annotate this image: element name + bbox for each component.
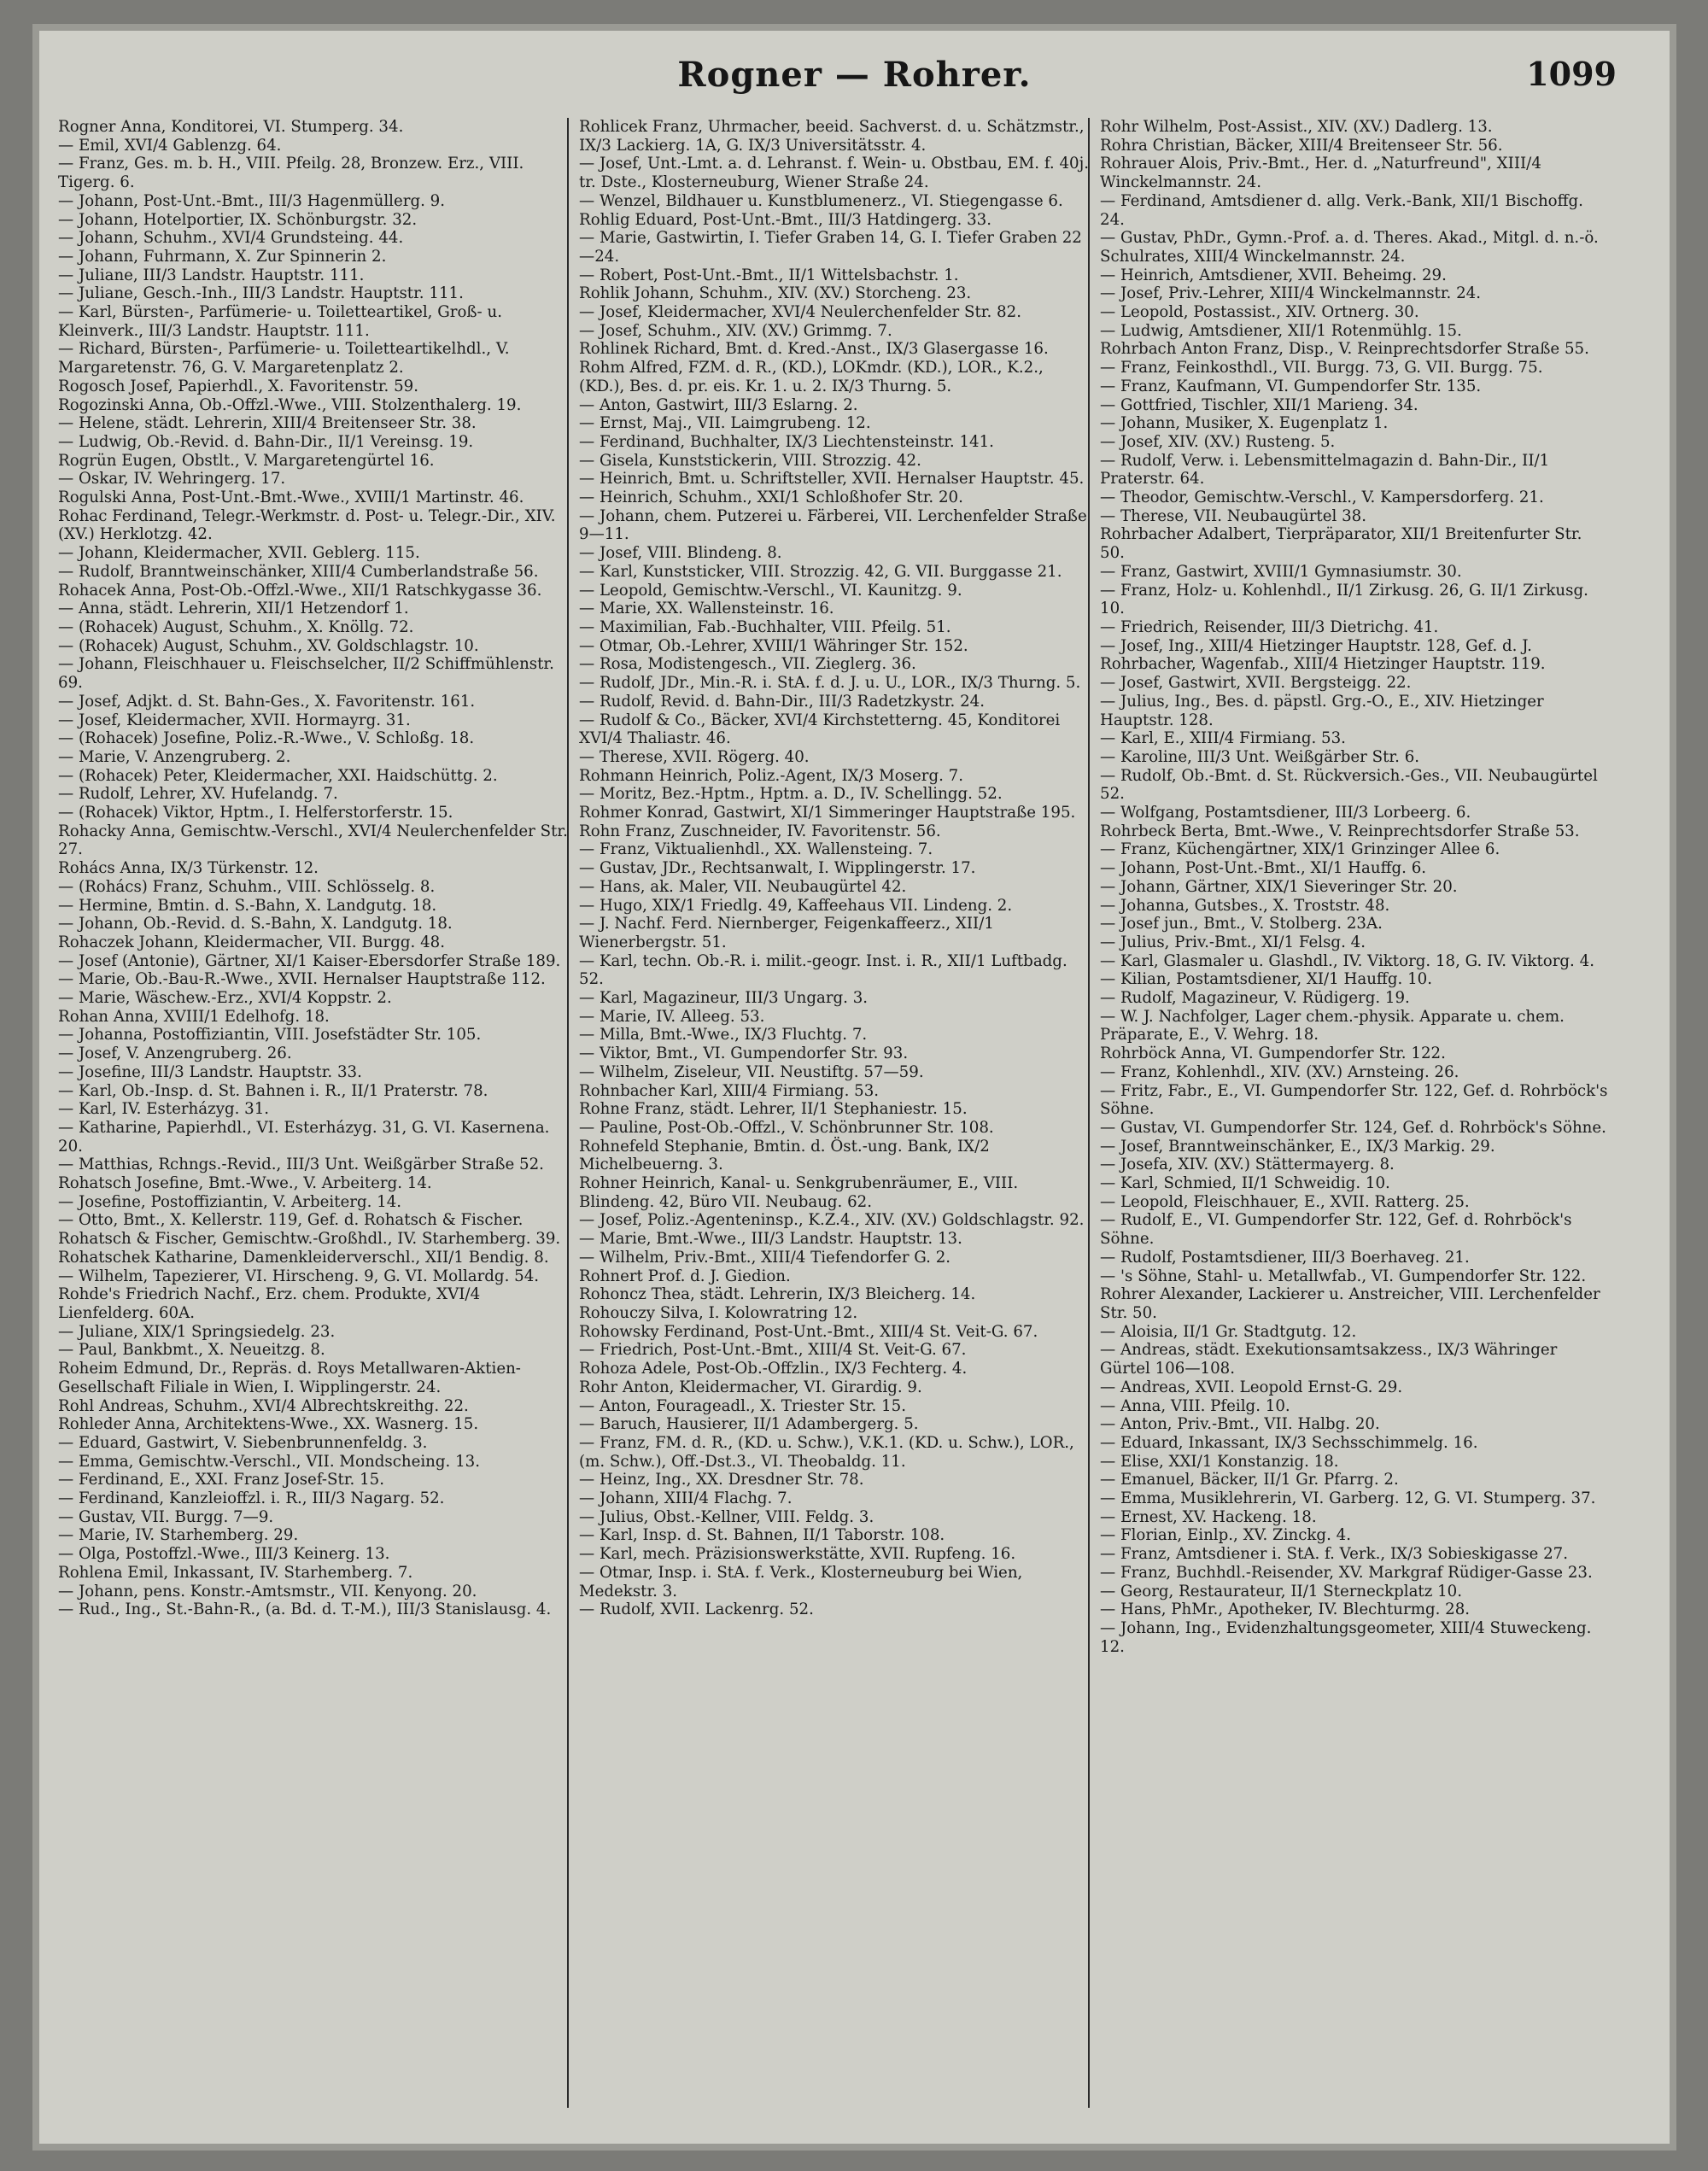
directory-entry: Rohlicek Franz, Uhrmacher, beeid. Sachverst. d. u. Schätzmstr., IX/3 Lackierg. 1A, G. IX/3 Universitätsstr. 4. xyxy=(579,118,1085,155)
directory-entry: — Anton, Gastwirt, III/3 Eslarng. 2. xyxy=(579,395,858,414)
directory-entry: Rogner Anna, Konditorei, VI. Stumperg. 34. xyxy=(58,118,404,136)
directory-entry: — Baruch, Hausierer, II/1 Adambergerg. 5. xyxy=(579,1415,919,1434)
directory-entry: — Hans, ak. Maler, VII. Neubaugürtel 42. xyxy=(579,877,907,896)
directory-entry: — Helene, städt. Lehrerin, XIII/4 Breitenseer Str. 38. xyxy=(58,414,477,433)
directory-entry: — Heinrich, Schuhm., XXI/1 Schloßhofer Str. 20. xyxy=(579,489,963,507)
directory-entry: — Anton, Fourageadl., X. Triester Str. 15. xyxy=(579,1396,906,1415)
directory-entry: — Viktor, Bmt., VI. Gumpendorfer Str. 93. xyxy=(579,1045,909,1063)
directory-entry: — Ferdinand, Buchhalter, IX/3 Liechtensteinstr. 141. xyxy=(579,432,994,451)
directory-entry: — Leopold, Fleischhauer, E., XVII. Ratterg. 25. xyxy=(1100,1192,1470,1211)
directory-entry: — (Rohacek) Peter, Kleidermacher, XXI. Haidschüttg. 2. xyxy=(58,766,498,785)
directory-entry: — Josef, Unt.-Lmt. a. d. Lehranst. f. Wein- u. Obstbau, EM. f. 40j. tr. Dste., Klosterneuburg, Wiener Straße 24. xyxy=(579,155,1090,192)
directory-entry: — Josef, Priv.-Lehrer, XIII/4 Winckelmannstr. 24. xyxy=(1100,284,1482,303)
directory-entry: — Josef, Kleidermacher, XVI/4 Neulerchenfelder Str. 82. xyxy=(579,303,1021,322)
directory-entry: — Marie, IV. Starhemberg. 29. xyxy=(58,1526,299,1545)
directory-entry: — Leopold, Postassist., XIV. Ortnerg. 30. xyxy=(1100,303,1419,322)
column-3 xyxy=(1100,118,1611,2125)
directory-entry: — Andreas, städt. Exekutionsamtsakzess., IX/3 Währinger Gürtel 106—108. xyxy=(1100,1341,1558,1378)
directory-entry: — J. Nachf. Ferd. Niernberger, Feigenkaffeerz., XII/1 Wienerbergstr. 51. xyxy=(579,915,994,951)
directory-entry: Rohnert Prof. d. J. Giedion. xyxy=(579,1267,791,1285)
directory-entry: Rohrauer Alois, Priv.-Bmt., Her. d. „Naturfreund", XIII/4 Winckelmannstr. 24. xyxy=(1100,155,1541,192)
directory-entry: — Rudolf, Revid. d. Bahn-Dir., III/3 Radetzkystr. 24. xyxy=(579,692,986,711)
directory-entry: — Wolfgang, Postamtsdiener, III/3 Lorbeerg. 6. xyxy=(1100,804,1471,822)
directory-entry: Rohrbach Anton Franz, Disp., V. Reinprechtsdorfer Straße 55. xyxy=(1100,340,1589,359)
directory-entry: — Eduard, Gastwirt, V. Siebenbrunnenfeldg. 3. xyxy=(58,1433,428,1452)
directory-entry: — Otmar, Ob.-Lehrer, XVIII/1 Währinger Str. 152. xyxy=(579,636,968,655)
directory-entry: — Franz, Amtsdiener i. StA. f. Verk., IX/3 Sobieskigasse 27. xyxy=(1100,1545,1568,1564)
directory-entry: — Rudolf, Ob.-Bmt. d. St. Rückversich.-Ges., VII. Neubaugürtel 52. xyxy=(1100,766,1598,804)
directory-entry: — Gustav, PhDr., Gymn.-Prof. a. d. Theres. Akad., Mitgl. d. n.-ö. Schulrates, XIII/4 Winckelmannstr. 24. xyxy=(1100,229,1599,266)
running-head: Rogner — Rohrer. xyxy=(677,55,1032,95)
directory-entry: — Johann, Gärtner, XIX/1 Sieveringer Str. 20. xyxy=(1100,877,1458,896)
directory-entry: — Julius, Ing., Bes. d. päpstl. Grg.-O., E., XIV. Hietzinger Hauptstr. 128. xyxy=(1100,692,1544,729)
directory-entry: — Marie, V. Anzengruberg. 2. xyxy=(58,747,291,766)
directory-entry: — Karl, Magazineur, III/3 Ungarg. 3. xyxy=(579,989,869,1008)
directory-entry: — Rosa, Modistengesch., VII. Zieglerg. 36. xyxy=(579,655,916,674)
directory-entry: — Karl, Bürsten-, Parfümerie- u. Toiletteartikel, Groß- u. Kleinverk., III/3 Landstr. Hauptstr. 111. xyxy=(58,303,502,340)
directory-entry: — Johann, pens. Konstr.-Amtsmstr., VII. Kenyong. 20. xyxy=(58,1582,477,1600)
directory-entry: — Rudolf, Verw. i. Lebensmittelmagazin d. Bahn-Dir., II/1 Praterstr. 64. xyxy=(1100,451,1550,489)
directory-entry: Rohm Alfred, FZM. d. R., (KD.), LOKmdr. (KD.), LOR., K.2., (KD.), Bes. d. pr. eis. Kr. 1. u. 2. IX/3 Thurng. 5. xyxy=(579,359,1044,395)
directory-entry: — Karl, mech. Präzisionswerkstätte, XVII. Rupfeng. 16. xyxy=(579,1545,1016,1564)
directory-entry: — Emma, Gemischtw.-Verschl., VII. Mondscheing. 13. xyxy=(58,1452,481,1471)
directory-entry: — Josefine, III/3 Landstr. Hauptstr. 33. xyxy=(58,1062,362,1081)
directory-entry: Rohowsky Ferdinand, Post-Unt.-Bmt., XIII/4 St. Veit-G. 67. xyxy=(579,1322,1038,1341)
directory-entry: Rohács Anna, IX/3 Türkenstr. 12. xyxy=(58,859,319,878)
directory-entry: — Ferdinand, E., XXI. Franz Josef-Str. 15. xyxy=(58,1471,384,1489)
directory-entry: — Marie, IV. Alleeg. 53. xyxy=(579,1007,765,1026)
directory-entry: Rohan Anna, XVIII/1 Edelhofg. 18. xyxy=(58,1007,330,1026)
directory-entry: — Karl, Ob.-Insp. d. St. Bahnen i. R., II/1 Praterstr. 78. xyxy=(58,1081,488,1100)
directory-entry: — Matthias, Rchngs.-Revid., III/3 Unt. Weißgärber Straße 52. xyxy=(58,1156,544,1174)
directory-entry: Rohner Heinrich, Kanal- u. Senkgrubenräumer, E., VIII. Blindeng. 42, Büro VII. Neubaug. 62. xyxy=(579,1174,1019,1211)
directory-entry: — Richard, Bürsten-, Parfümerie- u. Toiletteartikelhdl., V. Margaretenstr. 76, G. V. Margaretenplatz 2. xyxy=(58,340,510,377)
directory-entry: — Franz, Küchengärtner, XIX/1 Grinzinger Allee 6. xyxy=(1100,840,1500,859)
directory-entry: — Johann, Kleidermacher, XVII. Geblerg. 115. xyxy=(58,544,420,563)
directory-entry: — Marie, XX. Wallensteinstr. 16. xyxy=(579,600,834,618)
directory-entry: — Karl, Kunststicker, VIII. Strozzig. 42, G. VII. Burggasse 21. xyxy=(579,562,1062,581)
directory-entry: Rohr Wilhelm, Post-Assist., XIV. (XV.) Dadlerg. 13. xyxy=(1100,118,1493,136)
directory-entry: — Josef, Kleidermacher, XVII. Hormayrg. 31. xyxy=(58,711,411,729)
directory-entry: — Karl, Insp. d. St. Bahnen, II/1 Taborstr. 108. xyxy=(579,1526,945,1545)
directory-entry: — Wenzel, Bildhauer u. Kunstblumenerz., VI. Stiegengasse 6. xyxy=(579,191,1063,210)
directory-entry: — Johann, Ob.-Revid. d. S.-Bahn, X. Landgutg. 18. xyxy=(58,915,453,933)
directory-entry: — Katharine, Papierhdl., VI. Esterházyg. 31, G. VI. Kasernena. 20. xyxy=(58,1118,550,1156)
directory-entry: — Oskar, IV. Wehringerg. 17. xyxy=(58,470,286,489)
directory-entry: — Franz, FM. d. R., (KD. u. Schw.), V.K.1. (KD. u. Schw.), LOR., (m. Schw.), Off.-Dst.3., VI. Theobaldg. 11. xyxy=(579,1433,1074,1471)
directory-entry: — Wilhelm, Ziseleur, VII. Neustiftg. 57—59. xyxy=(579,1062,924,1081)
directory-entry: — Ludwig, Ob.-Revid. d. Bahn-Dir., II/1 Vereinsg. 19. xyxy=(58,432,474,451)
directory-entry: — Friedrich, Reisender, III/3 Dietrichg. 41. xyxy=(1100,617,1439,636)
directory-entry: — (Rohacek) August, Schuhm., X. Knöllg. 72. xyxy=(58,617,414,636)
directory-entry: Rohr Anton, Kleidermacher, VI. Girardig. 9. xyxy=(579,1378,922,1396)
directory-entry: — Franz, Feinkosthdl., VII. Burgg. 73, G. VII. Burgg. 75. xyxy=(1100,359,1543,377)
directory-entry: — Leopold, Gemischtw.-Verschl., VI. Kaunitzg. 9. xyxy=(579,581,962,600)
directory-entry: Rohleder Anna, Architektens-Wwe., XX. Wasnerg. 15. xyxy=(58,1415,479,1434)
directory-entry: Rohne Franz, städt. Lehrer, II/1 Stephaniestr. 15. xyxy=(579,1100,968,1119)
directory-entry: — (Rohacek) August, Schuhm., XV. Goldschlagstr. 10. xyxy=(58,636,479,655)
directory-entry: — Juliane, XIX/1 Springsiedelg. 23. xyxy=(58,1322,336,1341)
directory-entry: — Marie, Wäschew.-Erz., XVI/4 Koppstr. 2. xyxy=(58,989,392,1008)
directory-entry: — Rud., Ing., St.-Bahn-R., (a. Bd. d. T.-M.), III/3 Stanislausg. 4. xyxy=(58,1600,552,1619)
directory-entry: Rohrer Alexander, Lackierer u. Anstreicher, VIII. Lerchenfelder Str. 50. xyxy=(1100,1285,1600,1322)
directory-entry: — Franz, Ges. m. b. H., VIII. Pfeilg. 28, Bronzew. Erz., VIII. Tigerg. 6. xyxy=(58,155,524,192)
directory-entry: — Ferdinand, Amtsdiener d. allg. Verk.-Bank, XII/1 Bischoffg. 24. xyxy=(1100,191,1583,229)
directory-entry: — Johanna, Gutsbes., X. Troststr. 48. xyxy=(1100,896,1390,915)
directory-entry: — Josef, Adjkt. d. St. Bahn-Ges., X. Favoritenstr. 161. xyxy=(58,692,476,711)
directory-entry: Rohatsch & Fischer, Gemischtw.-Großhdl., IV. Starhemberg. 39. xyxy=(58,1230,561,1249)
directory-entry: — Heinrich, Bmt. u. Schriftsteller, XVII. Hernalser Hauptstr. 45. xyxy=(579,470,1085,489)
directory-entry: — Anna, VIII. Pfeilg. 10. xyxy=(1100,1396,1290,1415)
directory-entry: — Johann, XIII/4 Flachg. 7. xyxy=(579,1489,793,1508)
page-number: 1099 xyxy=(1526,55,1617,93)
directory-entry: — Gustav, VI. Gumpendorfer Str. 124, Gef. d. Rohrböck's Söhne. xyxy=(1100,1118,1606,1137)
directory-entry: — Franz, Buchhdl.-Reisender, XV. Markgraf Rüdiger-Gasse 23. xyxy=(1100,1563,1593,1582)
directory-entry: — Johann, Musiker, X. Eugenplatz 1. xyxy=(1100,414,1389,433)
directory-entry: — Otmar, Insp. i. StA. f. Verk., Klosterneuburg bei Wien, Medekstr. 3. xyxy=(579,1563,1023,1600)
directory-entry: — Josef, Ing., XIII/4 Hietzinger Hauptstr. 128, Gef. d. J. Rohrbacher, Wagenfab., XIII/4 Hietzinger Hauptstr. 119. xyxy=(1100,636,1546,674)
directory-entry: Rohlena Emil, Inkassant, IV. Starhemberg. 7. xyxy=(58,1563,413,1582)
directory-entry: — Heinz, Ing., XX. Dresdner Str. 78. xyxy=(579,1471,864,1489)
directory-entry: Rohl Andreas, Schuhm., XVI/4 Albrechtskreithg. 22. xyxy=(58,1396,469,1415)
directory-entry: — 's Söhne, Stahl- u. Metallwfab., VI. Gumpendorfer Str. 122. xyxy=(1100,1267,1587,1285)
directory-page xyxy=(32,24,1676,2151)
directory-entry: — Ferdinand, Kanzleioffzl. i. R., III/3 Nagarg. 52. xyxy=(58,1489,445,1508)
directory-entry: — Emma, Musiklehrerin, VI. Garberg. 12, G. VI. Stumperg. 37. xyxy=(1100,1489,1596,1508)
directory-entry: Rohra Christian, Bäcker, XIII/4 Breitenseer Str. 56. xyxy=(1100,136,1503,155)
directory-entry: — Karl, techn. Ob.-R. i. milit.-geogr. Inst. i. R., XII/1 Luftbadg. 52. xyxy=(579,951,1068,989)
directory-entry: — Pauline, Post-Ob.-Offzl., V. Schönbrunner Str. 108. xyxy=(579,1118,994,1137)
directory-entry: Rohlig Eduard, Post-Unt.-Bmt., III/3 Hatdingerg. 33. xyxy=(579,210,992,229)
directory-entry: Rogozinski Anna, Ob.-Offzl.-Wwe., VIII. Stolzenthalerg. 19. xyxy=(58,395,522,414)
directory-entry: Rohouczy Silva, I. Kolowratring 12. xyxy=(579,1304,858,1322)
directory-entry: — Karl, Glasmaler u. Glashdl., IV. Viktorg. 18, G. IV. Viktorg. 4. xyxy=(1100,951,1594,970)
directory-entry: — Josef, VIII. Blindeng. 8. xyxy=(579,544,782,563)
directory-entry: — Rudolf, E., VI. Gumpendorfer Str. 122, Gef. d. Rohrböck's Söhne. xyxy=(1100,1211,1572,1249)
directory-entry: — Otto, Bmt., X. Kellerstr. 119, Gef. d. Rohatsch & Fischer. xyxy=(58,1211,524,1230)
directory-entry: — Johanna, Postoffiziantin, VIII. Josefstädter Str. 105. xyxy=(58,1026,482,1045)
directory-entry: — Julius, Priv.-Bmt., XI/1 Felsg. 4. xyxy=(1100,933,1366,951)
directory-entry: — Johann, chem. Putzerei u. Färberei, VII. Lerchenfelder Straße 9—11. xyxy=(579,506,1087,544)
directory-entry: — Theodor, Gemischtw.-Verschl., V. Kampersdorferg. 21. xyxy=(1100,489,1544,507)
directory-entry: — Elise, XXI/1 Konstanzig. 18. xyxy=(1100,1452,1339,1471)
directory-entry: — Josef, Schuhm., XIV. (XV.) Grimmg. 7. xyxy=(579,321,892,340)
directory-entry: — Fritz, Fabr., E., VI. Gumpendorfer Str. 122, Gef. d. Rohrböck's Söhne. xyxy=(1100,1081,1608,1119)
directory-entry: — Josef (Antonie), Gärtner, XI/1 Kaiser-Ebersdorfer Straße 189. xyxy=(58,951,561,970)
directory-entry: — Andreas, XVII. Leopold Ernst-G. 29. xyxy=(1100,1378,1403,1396)
directory-entry: — Rudolf, Branntweinschänker, XIII/4 Cumberlandstraße 56. xyxy=(58,562,539,581)
directory-entry: — Anna, städt. Lehrerin, XII/1 Hetzendorf 1. xyxy=(58,600,409,618)
directory-entry: — Gustav, VII. Burgg. 7—9. xyxy=(58,1507,274,1526)
directory-entry: — Karl, Schmied, II/1 Schweidig. 10. xyxy=(1100,1174,1390,1193)
directory-entry: Rohatsch Josefine, Bmt.-Wwe., V. Arbeiterg. 14. xyxy=(58,1174,432,1193)
directory-entry: — Josef jun., Bmt., V. Stolberg. 23A. xyxy=(1100,915,1383,933)
directory-entry: — Johann, Post-Unt.-Bmt., III/3 Hagenmüllerg. 9. xyxy=(58,191,445,210)
directory-entry: — Marie, Gastwirtin, I. Tiefer Graben 14, G. I. Tiefer Graben 22—24. xyxy=(579,229,1082,266)
directory-entry: — Therese, VII. Neubaugürtel 38. xyxy=(1100,506,1366,525)
directory-entry: Roheim Edmund, Dr., Repräs. d. Roys Metallwaren-Aktien-Gesellschaft Filiale in Wien, I. Wipplingerstr. 24. xyxy=(58,1360,521,1396)
directory-entry: — Johann, Fuhrmann, X. Zur Spinnerin 2. xyxy=(58,247,387,266)
directory-entry: — Ernst, Maj., VII. Laimgrubeng. 12. xyxy=(579,414,871,433)
directory-entry: Rohnbacher Karl, XIII/4 Firmiang. 53. xyxy=(579,1081,880,1100)
directory-entry: — Josef, Branntweinschänker, E., IX/3 Markig. 29. xyxy=(1100,1137,1495,1156)
directory-entry: — Johann, Hotelportier, IX. Schönburgstr. 32. xyxy=(58,210,418,229)
directory-entry: — Juliane, Gesch.-Inh., III/3 Landstr. Hauptstr. 111. xyxy=(58,284,464,303)
directory-entry: — Olga, Postoffzl.-Wwe., III/3 Keinerg. 13. xyxy=(58,1545,390,1564)
directory-entry: — Friedrich, Post-Unt.-Bmt., XIII/4 St. Veit-G. 67. xyxy=(579,1341,967,1360)
directory-entry: Rogulski Anna, Post-Unt.-Bmt.-Wwe., XVIII/1 Martinstr. 46. xyxy=(58,489,524,507)
directory-entry: Rogrün Eugen, Obstlt., V. Margaretengürtel 16. xyxy=(58,451,435,470)
directory-entry: Rohlinek Richard, Bmt. d. Kred.-Anst., IX/3 Glasergasse 16. xyxy=(579,340,1049,359)
column-2 xyxy=(579,118,1090,2125)
directory-entry: — Karl, E., XIII/4 Firmiang. 53. xyxy=(1100,729,1346,748)
directory-entry: — Rudolf, JDr., Min.-R. i. StA. f. d. J. u. U., LOR., IX/3 Thurng. 5. xyxy=(579,674,1081,693)
directory-entry: — Hans, PhMr., Apotheker, IV. Blechturmg. 28. xyxy=(1100,1600,1471,1619)
directory-entry: — Heinrich, Amtsdiener, XVII. Beheimg. 29. xyxy=(1100,266,1447,284)
directory-entry: — W. J. Nachfolger, Lager chem.-physik. Apparate u. chem. Präparate, E., V. Wehrg. 18. xyxy=(1100,1007,1565,1045)
directory-entry: — Hugo, XIX/1 Friedlg. 49, Kaffeehaus VII. Lindeng. 2. xyxy=(579,896,1013,915)
directory-entry: — Rudolf, Postamtsdiener, III/3 Boerhaveg. 21. xyxy=(1100,1248,1470,1267)
directory-entry: — Johann, Fleischhauer u. Fleischselcher, II/2 Schiffmühlenstr. 69. xyxy=(58,655,554,693)
page-header xyxy=(32,55,1676,114)
directory-entry: Rohatschek Katharine, Damenkleiderverschl., XII/1 Bendig. 8. xyxy=(58,1248,549,1267)
directory-entry: — (Rohacek) Viktor, Hptm., I. Helferstorferstr. 15. xyxy=(58,804,453,822)
directory-entry: — Johann, Schuhm., XVI/4 Grundsteing. 44. xyxy=(58,229,404,248)
directory-entry: Rohac Ferdinand, Telegr.-Werkmstr. d. Post- u. Telegr.-Dir., XIV. (XV.) Herklotzg. 42. xyxy=(58,506,556,544)
directory-entry: — Paul, Bankbmt., X. Neueitzg. 8. xyxy=(58,1341,325,1360)
directory-entry: — Rudolf & Co., Bäcker, XVI/4 Kirchstetterng. 45, Konditorei XVI/4 Thaliastr. 46. xyxy=(579,711,1061,748)
directory-entry: Rohnefeld Stephanie, Bmtin. d. Öst.-ung. Bank, IX/2 Michelbeuerng. 3. xyxy=(579,1137,990,1174)
directory-entry: — Therese, XVII. Rögerg. 40. xyxy=(579,747,810,766)
directory-entry: — Josef, V. Anzengruberg. 26. xyxy=(58,1045,292,1063)
directory-entry: — Gisela, Kunststickerin, VIII. Strozzig. 42. xyxy=(579,451,921,470)
directory-entry: Rohmer Konrad, Gastwirt, XI/1 Simmeringer Hauptstraße 195. xyxy=(579,804,1076,822)
directory-entry: — Moritz, Bez.-Hptm., Hptm. a. D., IV. Schellingg. 52. xyxy=(579,785,1003,804)
directory-entry: — Josef, XIV. (XV.) Rusteng. 5. xyxy=(1100,432,1336,451)
directory-entry: — Marie, Bmt.-Wwe., III/3 Landstr. Hauptstr. 13. xyxy=(579,1230,962,1249)
directory-entry: Rohrbacher Adalbert, Tierpräparator, XII/1 Breitenfurter Str. 50. xyxy=(1100,525,1582,563)
directory-entry: — Karl, IV. Esterházyg. 31. xyxy=(58,1100,270,1119)
directory-entry: — Aloisia, II/1 Gr. Stadtgutg. 12. xyxy=(1100,1322,1357,1341)
directory-entry: — Josef, Gastwirt, XVII. Bergsteigg. 22. xyxy=(1100,674,1412,693)
directory-entry: — (Rohács) Franz, Schuhm., VIII. Schlösselg. 8. xyxy=(58,877,436,896)
directory-entry: — Josefa, XIV. (XV.) Stättermayerg. 8. xyxy=(1100,1156,1395,1174)
directory-entry: — Ludwig, Amtsdiener, XII/1 Rotenmühlg. 15. xyxy=(1100,321,1462,340)
directory-entry: — Franz, Holz- u. Kohlenhdl., II/1 Zirkusg. 26, G. II/1 Zirkusg. 10. xyxy=(1100,581,1588,618)
directory-entry: — Franz, Kohlenhdl., XIV. (XV.) Arnsteing. 26. xyxy=(1100,1062,1459,1081)
directory-entry: — Kilian, Postamtsdiener, XI/1 Hauffg. 10. xyxy=(1100,970,1432,989)
directory-entry: Rohmann Heinrich, Poliz.-Agent, IX/3 Moserg. 7. xyxy=(579,766,964,785)
directory-entry: — Florian, Einlp., XV. Zinckg. 4. xyxy=(1100,1526,1351,1545)
directory-entry: — Josefine, Postoffiziantin, V. Arbeiterg. 14. xyxy=(58,1192,402,1211)
directory-entry: — (Rohacek) Josefine, Poliz.-R.-Wwe., V. Schloßg. 18. xyxy=(58,729,475,748)
column-1 xyxy=(58,118,569,2125)
directory-entry: — Hermine, Bmtin. d. S.-Bahn, X. Landgutg. 18. xyxy=(58,896,437,915)
directory-entry: — Gustav, JDr., Rechtsanwalt, I. Wipplingerstr. 17. xyxy=(579,859,976,878)
directory-entry: — Rudolf, XVII. Lackenrg. 52. xyxy=(579,1600,814,1619)
directory-entry: — Robert, Post-Unt.-Bmt., II/1 Wittelsbachstr. 1. xyxy=(579,266,959,284)
directory-entry: Rohoza Adele, Post-Ob.-Offzlin., IX/3 Fechterg. 4. xyxy=(579,1360,968,1378)
directory-entry: — Johann, Post-Unt.-Bmt., XI/1 Hauffg. 6. xyxy=(1100,859,1427,878)
directory-entry: — Georg, Restaurateur, II/1 Sterneckplatz 10. xyxy=(1100,1582,1463,1600)
directory-entry: Rohacek Anna, Post-Ob.-Offzl.-Wwe., XII/1 Ratschkygasse 36. xyxy=(58,581,542,600)
directory-entry: — Gottfried, Tischler, XII/1 Marieng. 34. xyxy=(1100,395,1418,414)
directory-entry: Rohn Franz, Zuschneider, IV. Favoritenstr. 56. xyxy=(579,822,941,840)
directory-entry: — Rudolf, Lehrer, XV. Hufelandg. 7. xyxy=(58,785,338,804)
directory-entry: — Wilhelm, Tapezierer, VI. Hirscheng. 9, G. VI. Mollardg. 54. xyxy=(58,1267,540,1285)
directory-entry: Rohaczek Johann, Kleidermacher, VII. Burgg. 48. xyxy=(58,933,446,951)
directory-entry: — Johann, Ing., Evidenzhaltungsgeometer, XIII/4 Stuweckeng. 12. xyxy=(1100,1618,1592,1656)
directory-entry: — Franz, Viktualienhdl., XX. Wallensteing. 7. xyxy=(579,840,933,859)
directory-entry: — Franz, Gastwirt, XVIII/1 Gymnasiumstr. 30. xyxy=(1100,562,1462,581)
directory-entry: — Franz, Kaufmann, VI. Gumpendorfer Str. 135. xyxy=(1100,377,1482,395)
directory-entry: — Emanuel, Bäcker, II/1 Gr. Pfarrg. 2. xyxy=(1100,1471,1399,1489)
directory-entry: Rohacky Anna, Gemischtw.-Verschl., XVI/4 Neulerchenfelder Str. 27. xyxy=(58,822,568,859)
directory-entry: Rohoncz Thea, städt. Lehrerin, IX/3 Bleicherg. 14. xyxy=(579,1285,976,1304)
directory-entry: — Anton, Priv.-Bmt., VII. Halbg. 20. xyxy=(1100,1415,1380,1434)
directory-entry: Rogosch Josef, Papierhdl., X. Favoritenstr. 59. xyxy=(58,377,419,395)
directory-entry: — Julius, Obst.-Kellner, VIII. Feldg. 3. xyxy=(579,1507,874,1526)
directory-entry: Rohrbeck Berta, Bmt.-Wwe., V. Reinprechtsdorfer Straße 53. xyxy=(1100,822,1580,840)
directory-entry: — Wilhelm, Priv.-Bmt., XIII/4 Tiefendorfer G. 2. xyxy=(579,1248,951,1267)
directory-entry: — Josef, Poliz.-Agenteninsp., K.Z.4., XIV. (XV.) Goldschlagstr. 92. xyxy=(579,1211,1085,1230)
directory-entry: — Milla, Bmt.-Wwe., IX/3 Fluchtg. 7. xyxy=(579,1026,868,1045)
directory-entry: Rohrböck Anna, VI. Gumpendorfer Str. 122. xyxy=(1100,1045,1446,1063)
directory-entry: — Emil, XVI/4 Gablenzg. 64. xyxy=(58,136,282,155)
directory-entry: — Juliane, III/3 Landstr. Hauptstr. 111. xyxy=(58,266,365,284)
directory-entry: Rohde's Friedrich Nachf., Erz. chem. Produkte, XVI/4 Lienfelderg. 60A. xyxy=(58,1285,481,1322)
directory-entry: — Karoline, III/3 Unt. Weißgärber Str. 6. xyxy=(1100,747,1420,766)
directory-entry: — Ernest, XV. Hackeng. 18. xyxy=(1100,1507,1317,1526)
directory-entry: — Maximilian, Fab.-Buchhalter, VIII. Pfeilg. 51. xyxy=(579,617,951,636)
directory-entry: — Marie, Ob.-Bau-R.-Wwe., XVII. Hernalser Hauptstraße 112. xyxy=(58,970,546,989)
directory-entry: — Eduard, Inkassant, IX/3 Sechsschimmelg. 16. xyxy=(1100,1433,1478,1452)
directory-entry: Rohlik Johann, Schuhm., XIV. (XV.) Storcheng. 23. xyxy=(579,284,972,303)
directory-entry: — Rudolf, Magazineur, V. Rüdigerg. 19. xyxy=(1100,989,1410,1008)
